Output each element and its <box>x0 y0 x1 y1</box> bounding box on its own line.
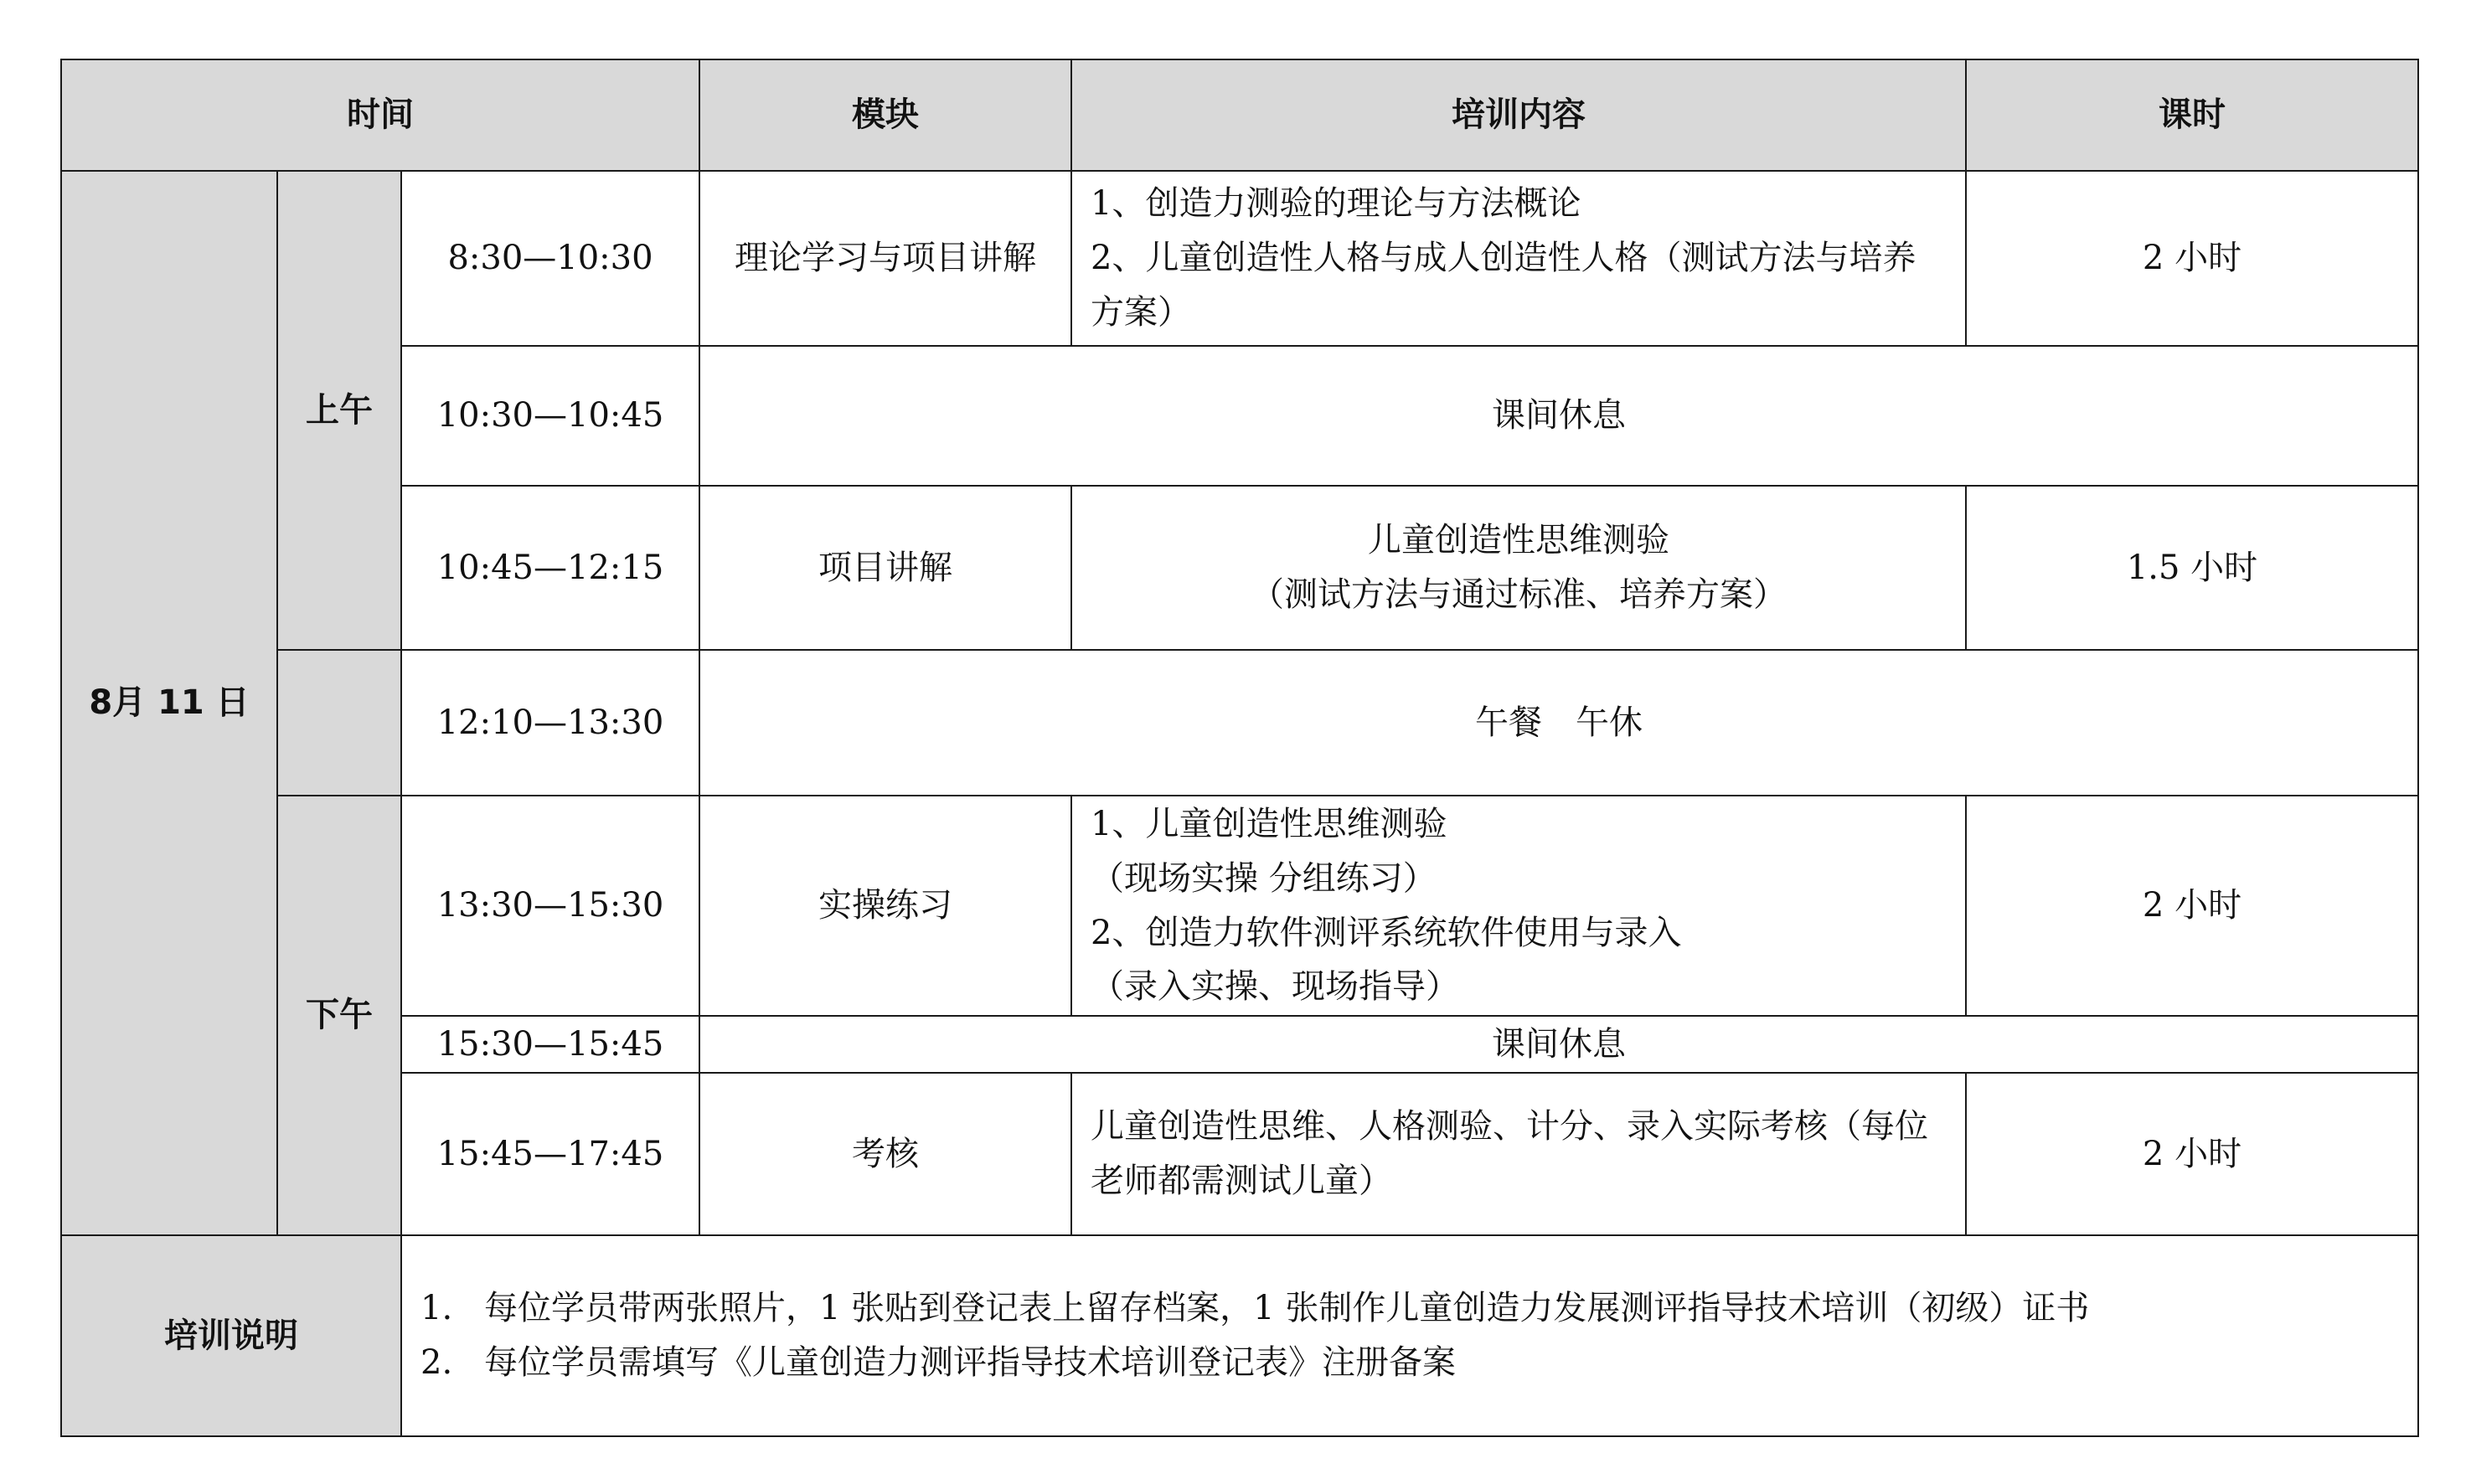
header-content: 培训内容 <box>1071 59 1966 171</box>
table-row <box>61 650 2418 796</box>
content-line: 1、儿童创造性思维测验 <box>1091 804 1447 843</box>
empty-period-cell <box>277 650 401 796</box>
time-cell: 10:30—10:45 <box>401 346 699 486</box>
note-item <box>420 1281 2399 1336</box>
content-line: （现场实操 分组练习） <box>1091 858 1437 898</box>
content-line: （录入实操、现场指导） <box>1091 967 1459 1007</box>
content-line: 1、创造力测验的理论与方法概论 <box>1091 184 1581 224</box>
hours-cell: 2 小时 <box>1966 796 2418 1016</box>
time-cell: 15:30—15:45 <box>401 1016 699 1073</box>
content-line: 儿童创造性思维测验 <box>1368 521 1669 560</box>
content-cell <box>1071 1073 1966 1235</box>
break-cell: 课间休息 <box>699 1016 2418 1073</box>
module-cell: 考核 <box>699 1073 1071 1235</box>
time-cell: 8:30—10:30 <box>401 171 699 346</box>
note-number: 1. <box>420 1289 453 1328</box>
module-cell: 理论学习与项目讲解 <box>699 171 1071 346</box>
hours-cell: 2 小时 <box>1966 171 2418 346</box>
morning-label: 上午 <box>277 171 401 650</box>
time-cell: 15:45—17:45 <box>401 1073 699 1235</box>
content-line: （测试方法与通过标准、培养方案） <box>1251 575 1787 614</box>
module-cell: 项目讲解 <box>699 486 1071 650</box>
header-time: 时间 <box>61 59 699 171</box>
table-row <box>61 171 2418 346</box>
date-cell: 8月 11 日 <box>61 171 277 1235</box>
hours-cell: 2 小时 <box>1966 1073 2418 1235</box>
note-item <box>420 1336 2399 1390</box>
note-number: 2. <box>420 1343 453 1382</box>
content-line: 2、创造力软件测评系统软件使用与录入 <box>1091 913 1682 952</box>
content-line: 儿童创造性思维、人格测验、计分、录入实际考核（每位老师都需测试儿童） <box>1091 1107 1928 1200</box>
header-hours: 课时 <box>1966 59 2418 171</box>
table-row <box>61 1016 2418 1073</box>
header-module: 模块 <box>699 59 1071 171</box>
content-cell <box>1071 486 1966 650</box>
content-cell <box>1071 171 1966 346</box>
afternoon-label: 下午 <box>277 796 401 1235</box>
table-row <box>61 1073 2418 1235</box>
time-cell: 13:30—15:30 <box>401 796 699 1016</box>
notes-cell <box>401 1235 2418 1436</box>
note-text: 每位学员需填写《儿童创造力测评指导技术培训登记表》注册备案 <box>484 1343 1456 1382</box>
module-cell: 实操练习 <box>699 796 1071 1016</box>
time-cell: 12:10—13:30 <box>401 650 699 796</box>
lunch-cell: 午餐 午休 <box>699 650 2418 796</box>
table-row <box>61 796 2418 1016</box>
notes-row <box>61 1235 2418 1436</box>
note-text: 每位学员带两张照片，1 张贴到登记表上留存档案，1 张制作儿童创造力发展测评指导技术培训（初级）证书 <box>484 1289 2090 1328</box>
content-cell <box>1071 796 1966 1016</box>
header-row <box>61 59 2418 171</box>
break-cell: 课间休息 <box>699 346 2418 486</box>
time-cell: 10:45—12:15 <box>401 486 699 650</box>
training-schedule-table <box>60 59 2419 1437</box>
table-row <box>61 346 2418 486</box>
table-row <box>61 486 2418 650</box>
content-line: 2、儿童创造性人格与成人创造性人格（测试方法与培养方案） <box>1091 239 1916 332</box>
notes-label: 培训说明 <box>61 1235 401 1436</box>
hours-cell: 1.5 小时 <box>1966 486 2418 650</box>
